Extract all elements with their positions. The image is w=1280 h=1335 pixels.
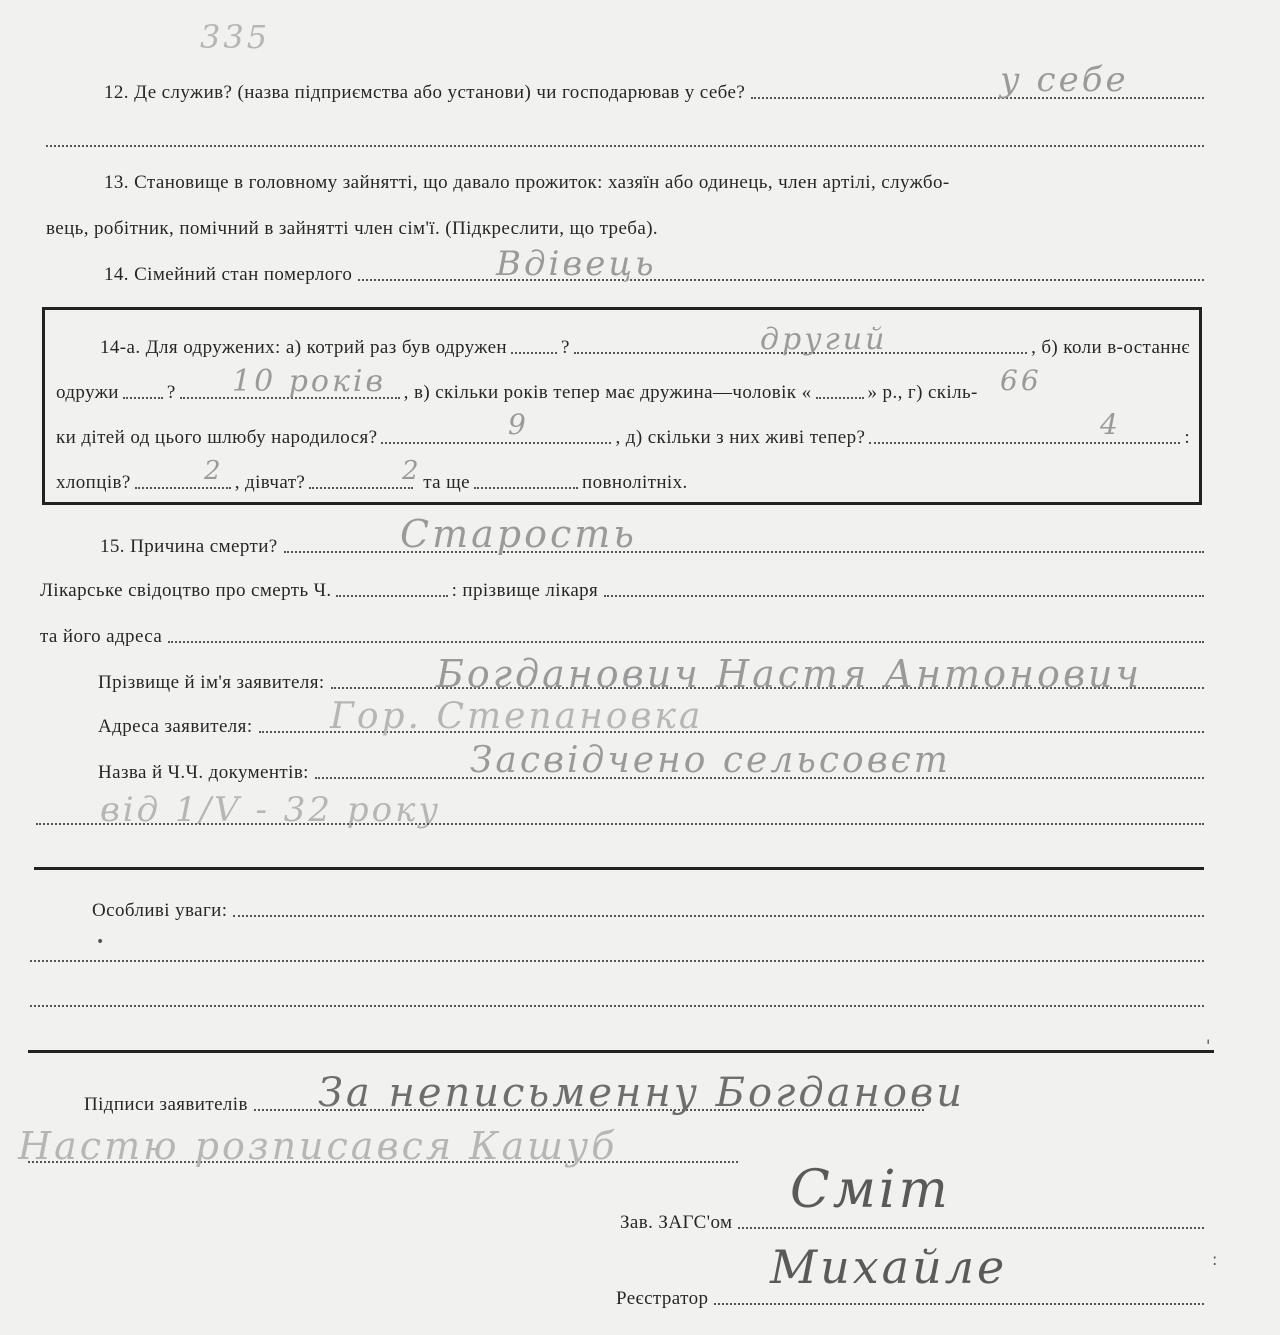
q14a-times-line-a (511, 351, 557, 354)
q14-answer-line (358, 278, 1204, 281)
q13-row-1 (104, 172, 950, 194)
q15-handwritten-answer: Старость (400, 512, 637, 556)
q13-row-2 (46, 218, 658, 240)
q14a-label-3c: : (1184, 427, 1190, 448)
head-zags-line (738, 1226, 1204, 1229)
q14a-label-4a: хлопців? (56, 472, 131, 493)
q14a-handwritten-boys: 2 (204, 456, 224, 486)
q14a-row-3 (56, 427, 1190, 449)
doctor-address-label: та його адреса (40, 626, 163, 647)
q15-label: 15. Причина смерти? (100, 536, 278, 557)
q14a-children-line (381, 441, 611, 444)
q14a-label-4b: , дівчат? (234, 472, 306, 493)
q14a-girls-line (309, 486, 413, 489)
doctor-name-label: : прізвище лікаря (451, 580, 599, 601)
q14a-label-2c: , в) скільки років тепер має дружина—чоловік « (403, 382, 812, 403)
medical-certificate-row (40, 580, 1204, 602)
doctor-address-row (40, 626, 1204, 648)
remarks-line (233, 914, 1204, 917)
q14a-label-4d: повнолітніх. (582, 472, 688, 493)
q14-label: 14. Сімейний стан померлого (104, 264, 353, 285)
q13-label-line2: вець, робітник, помічний в зайнятті член сім'ї. (Підкреслити, що треба). (46, 218, 659, 239)
registrar-line (714, 1302, 1204, 1305)
applicant-name-label: Прізвище й ім'я заявителя: (98, 672, 325, 693)
remarks-label: Особливі уваги: (92, 900, 228, 921)
section-divider-2 (28, 1050, 1214, 1053)
q14a-handwritten-children: 9 (508, 408, 529, 441)
q14a-row-1 (100, 337, 1190, 359)
q14a-label-3a: ки дітей од цього шлюбу народилося? (56, 427, 378, 448)
q14a-label-2d: » р., г) скіль- (867, 382, 978, 403)
applicant-address-handwritten: Гор. Степановка (330, 696, 704, 737)
doctor-name-line (604, 594, 1204, 597)
margin-mark-1: ' (1206, 1036, 1211, 1055)
q14a-label-1c: , б) коли в-останнє (1031, 337, 1190, 358)
medical-certificate-label: Лікарське свідоцтво про смерть Ч. (40, 580, 332, 601)
q14-handwritten-answer: Вдівець (496, 244, 657, 284)
q12-answer-line (751, 96, 1204, 99)
documents-handwritten-line1: Засвідчено сельсовєт (470, 740, 951, 781)
q14a-handwritten-alive: 4 (1100, 408, 1121, 441)
q14a-boys-line (135, 486, 231, 489)
q13-label-line1: 13. Становище в головному зайнятті, що давало прожиток: хазяїн або одинець, член артілі, службо- (104, 172, 950, 193)
documents-label: Назва й Ч.Ч. документів: (98, 762, 309, 783)
head-zags-label: Зав. ЗАГС'ом (620, 1212, 733, 1233)
doctor-address-line (168, 640, 1204, 643)
documents-continuation-line (36, 823, 1204, 825)
q14a-label-3b: , д) скільки з них живі тепер? (615, 427, 866, 448)
q14a-adult-line (474, 486, 578, 489)
q14a-label-2b: ? (166, 382, 176, 403)
registrar-label: Реєстратор (616, 1288, 709, 1309)
signatures-label: Підписи заявителів (84, 1094, 248, 1115)
documents-handwritten-line2: від 1/V - 32 року (100, 790, 442, 830)
signature-registrar: Михайле (770, 1240, 1008, 1294)
q14a-handwritten-years: 10 років (232, 364, 386, 399)
q14a-spouse-age-line (816, 396, 864, 399)
q12-label: 12. Де служив? (назва підприємства або установи) чи господарював у себе? (104, 82, 746, 103)
q14a-label-2a: одружи (56, 382, 119, 403)
q14a-row-4 (56, 472, 688, 494)
margin-mark-2: : (1212, 1250, 1218, 1269)
q14a-label-4c: та ще (423, 472, 471, 493)
remarks-row (92, 900, 1204, 922)
q14a-handwritten-girls: 2 (402, 456, 422, 486)
remarks-line-3 (30, 1005, 1204, 1007)
handwritten-corner-number: 335 (200, 18, 271, 56)
q12-continuation-line (46, 145, 1204, 147)
section-divider-1 (34, 867, 1204, 870)
q14a-handwritten-times: другий (760, 322, 888, 357)
q14a-label-1a: 14-а. Для одружених: а) котрий раз був одружен (100, 337, 507, 358)
ink-dot: • (96, 934, 105, 950)
q15-row (100, 536, 1204, 558)
signature-applicant-line2: Настю розписався Кашуб (18, 1124, 618, 1168)
q14a-alive-line (869, 441, 1180, 444)
remarks-line-2 (30, 960, 1204, 962)
q14a-when-line-a (123, 396, 163, 399)
q14a-label-1b: ? (560, 337, 570, 358)
q12-handwritten-answer: у себе (1000, 60, 1129, 100)
applicant-address-label: Адреса заявителя: (98, 716, 253, 737)
q14a-handwritten-spouse-age: 66 (1000, 364, 1042, 397)
applicant-name-handwritten: Богданович Настя Антонович (436, 652, 1143, 696)
signature-applicant-line1: За неписьменну Богданови (318, 1070, 966, 1116)
signature-head-zags: Сміт (790, 1160, 951, 1220)
medical-certificate-number-line (336, 594, 448, 597)
